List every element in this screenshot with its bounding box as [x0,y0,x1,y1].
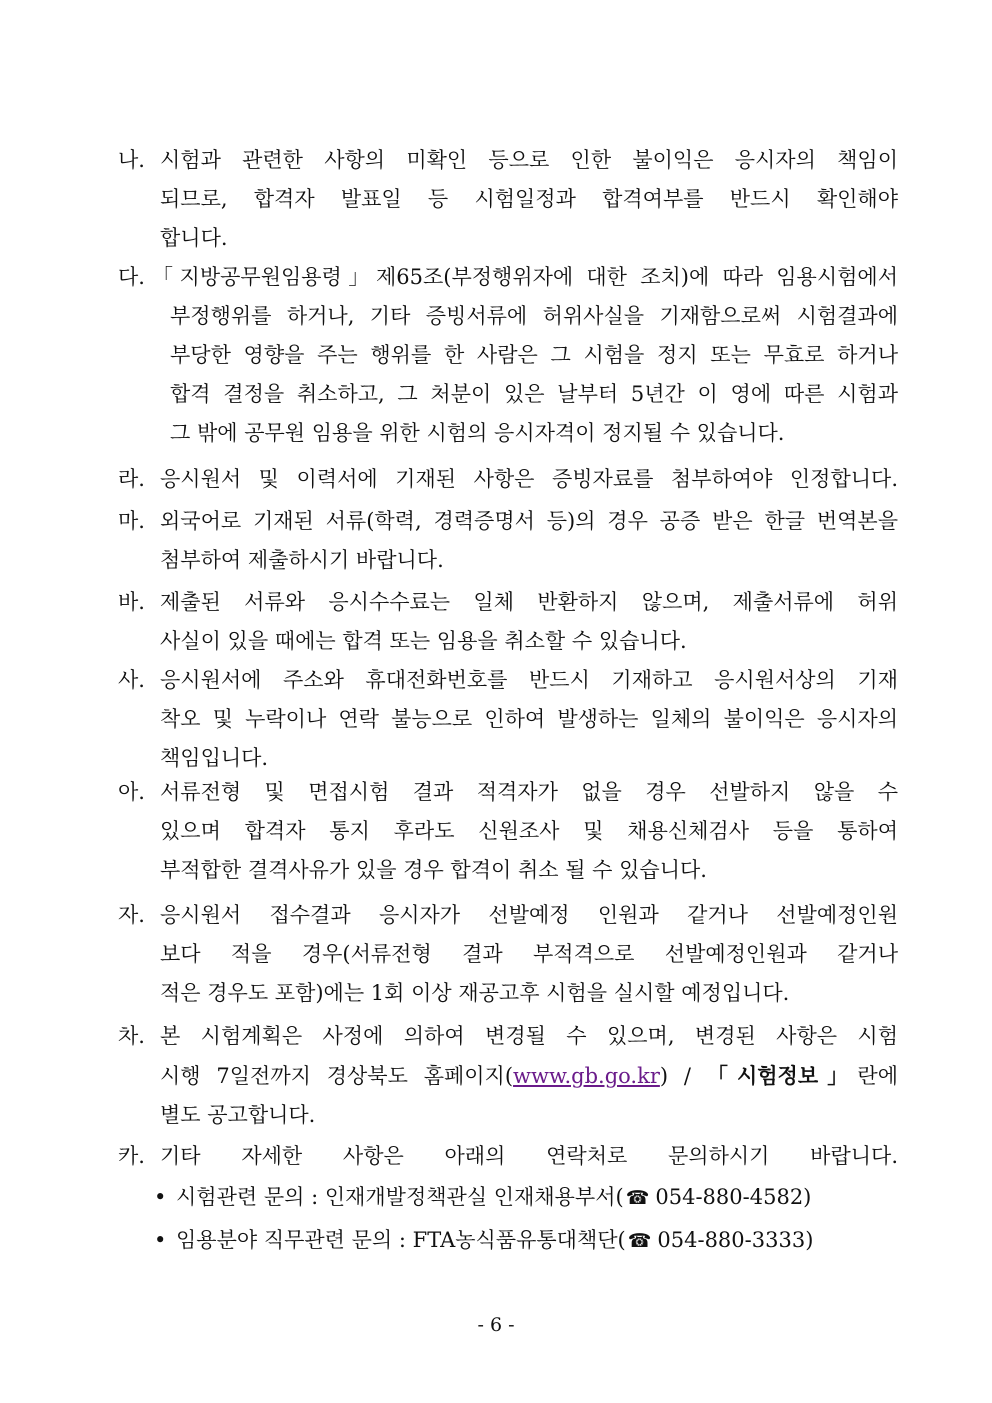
item-marker: 다. [118,265,145,289]
item-line: 시험과 관련한 사항의 미확인 등으로 인한 불이익은 응시자의 책임이 [160,148,898,172]
item-line: 사실이 있을 때에는 합격 또는 임용을 취소할 수 있습니다. [160,629,687,653]
item-line: 외국어로 기재된 서류(학력, 경력증명서 등)의 경우 공증 받은 한글 번역본을 [160,509,898,533]
item-line: 합격 결정을 취소하고, 그 처분이 있은 날부터 5년간 이 영에 따른 시험과 [170,382,898,406]
item-line: 제출된 서류와 응시수수료는 일체 반환하지 않으며, 제출서류에 허위 [160,590,898,614]
item-line: 적은 경우도 포함)에는 1회 이상 재공고후 시험을 실시할 예정입니다. [160,981,790,1005]
notice-item-na [118,141,898,258]
item-line: 있으며 합격자 통지 후라도 신원조사 및 채용신체검사 등을 통하여 [160,819,898,843]
item-line-text: 란에 [857,1064,898,1088]
item-line [160,1056,898,1096]
notice-item-sa [118,661,898,778]
item-marker: 사. [118,668,145,692]
item-line: 부당한 영향을 주는 행위를 한 사람은 그 시험을 정지 또는 무효로 하거나 [170,343,898,367]
item-marker: 차. [118,1024,145,1048]
bullet-icon: • [154,1228,167,1252]
contact-item [150,1178,898,1218]
notice-item-ja [118,896,898,1013]
item-line: 부정행위를 하거나, 기타 증빙서류에 허위사실을 기재함으로써 시험결과에 [170,304,898,328]
item-marker: 마. [118,509,145,533]
item-line: 합니다. [160,226,228,250]
item-line: 서류전형 및 면접시험 결과 적격자가 없을 경우 선발하지 않을 수 [160,780,898,804]
notice-item-ka [118,1137,898,1176]
contact-phone: 054-880-4582) [655,1185,812,1209]
item-line: 응시원서 및 이력서에 기재된 사항은 증빙자료를 첨부하여야 인정합니다. [160,467,898,491]
item-line: 그 밖에 공무원 임용을 위한 시험의 응시자격이 정지될 수 있습니다. [170,421,785,445]
item-line-text: ) / [659,1064,707,1088]
item-line: 착오 및 누락이나 연락 불능으로 인하여 발생하는 일체의 불이익은 응시자의 [160,707,898,731]
exam-info-label: 「시험정보」 [706,1063,858,1088]
item-line: 본 시험계획은 사정에 의하여 변경될 수 있으며, 변경된 사항은 시험 [160,1024,898,1048]
contact-list [150,1178,898,1261]
contact-item [150,1221,898,1261]
notice-item-da [118,258,898,453]
item-line: 기타 자세한 사항은 아래의 연락처로 문의하시기 바랍니다. [160,1144,898,1168]
item-marker: 카. [118,1144,145,1168]
item-line: 보다 적을 경우(서류전형 결과 부적격으로 선발예정인원과 같거나 [160,942,898,966]
item-line: 첨부하여 제출하시기 바랍니다. [160,548,444,572]
item-line: 응시원서 접수결과 응시자가 선발예정 인원과 같거나 선발예정인원 [160,903,898,927]
item-marker: 라. [118,467,145,491]
bullet-icon: • [154,1185,167,1209]
homepage-link[interactable]: www.gb.go.kr [513,1064,660,1088]
contact-label: 임용분야 직무관련 문의 : FTA농식품유통대책단( [176,1228,626,1252]
item-marker: 바. [118,590,145,614]
notice-item-a [118,773,898,890]
notice-item-ma [118,502,898,580]
notice-item-cha [118,1017,898,1135]
item-marker: 아. [118,780,145,804]
item-line: 되므로, 합격자 발표일 등 시험일정과 합격여부를 반드시 확인해야 [160,187,898,211]
contact-phone: 054-880-3333) [657,1228,814,1252]
item-marker: 자. [118,903,145,927]
item-line: 책임입니다. [160,746,269,770]
phone-icon: ☎ [627,1230,652,1252]
notice-item-ba [118,583,898,661]
item-line: 부적합한 결격사유가 있을 경우 합격이 취소 될 수 있습니다. [160,858,707,882]
notice-item-ra [118,460,898,499]
phone-icon: ☎ [625,1187,650,1209]
item-line: 별도 공고합니다. [160,1103,316,1127]
item-marker: 나. [118,148,145,172]
item-line: 응시원서에 주소와 휴대전화번호를 반드시 기재하고 응시원서상의 기재 [160,668,898,692]
item-line-text: 시행 7일전까지 경상북도 홈페이지( [160,1064,514,1088]
contact-label: 시험관련 문의 : 인재개발정책관실 인재채용부서( [176,1185,624,1209]
item-line: 「지방공무원임용령」제65조(부정행위자에 대한 조치)에 따라 임용시험에서 [152,265,898,289]
page-number: - 6 - [477,1314,515,1336]
